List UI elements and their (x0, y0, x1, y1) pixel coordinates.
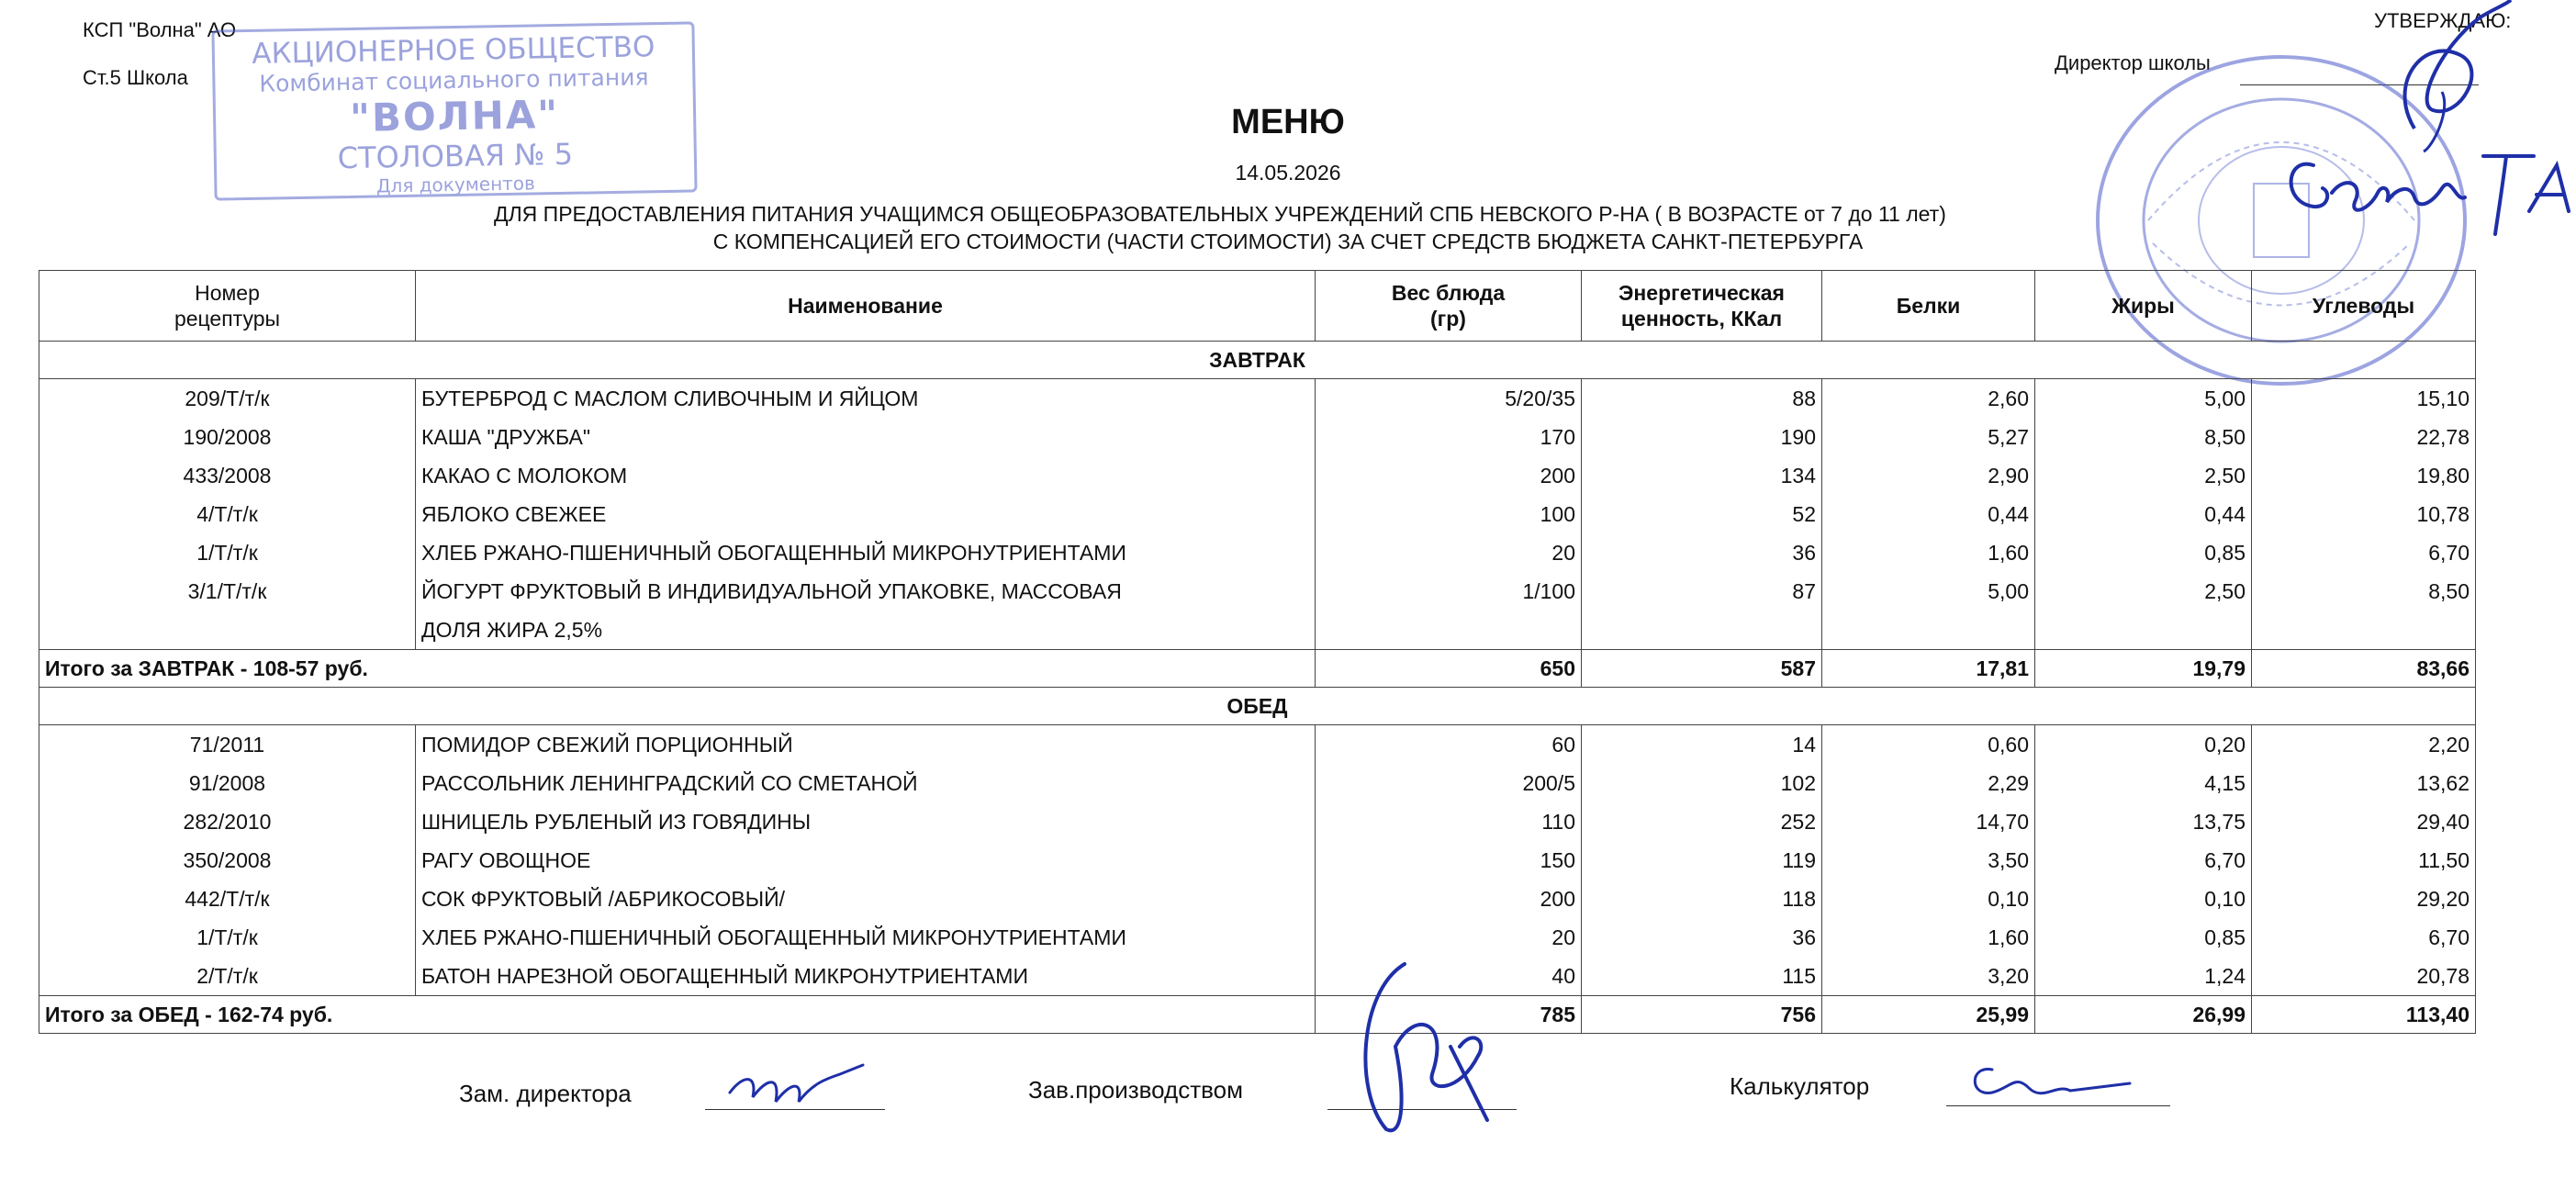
table-row (39, 495, 2476, 533)
table-row (39, 841, 2476, 880)
approve-label: УТВЕРЖДАЮ: (2374, 9, 2512, 32)
recipe-code: 442/Т/т/к (39, 880, 416, 918)
total-protein: 17,81 (1822, 650, 2035, 688)
weight-value: 200 (1316, 456, 1582, 495)
table-row (39, 456, 2476, 495)
dish-name: ШНИЦЕЛЬ РУБЛЕНЫЙ ИЗ ГОВЯДИНЫ (416, 802, 1316, 841)
dish-name: БАТОН НАРЕЗНОЙ ОБОГАЩЕННЫЙ МИКРОНУТРИЕНТАМИ (416, 957, 1316, 996)
protein-value: 0,44 (1822, 495, 2035, 533)
table-row (39, 533, 2476, 572)
recipe-code: 282/2010 (39, 802, 416, 841)
energy-value: 52 (1582, 495, 1822, 533)
fat-value: 0,10 (2035, 880, 2252, 918)
deputy-signature-icon (725, 1056, 872, 1120)
dish-name: ПОМИДОР СВЕЖИЙ ПОРЦИОННЫЙ (416, 725, 1316, 765)
protein-value: 3,50 (1822, 841, 2035, 880)
total-fat: 19,79 (2035, 650, 2252, 688)
recipe-code: 4/Т/т/к (39, 495, 416, 533)
fat-value: 13,75 (2035, 802, 2252, 841)
carbs-value: 6,70 (2252, 533, 2476, 572)
protein-value: 0,10 (1822, 880, 2035, 918)
fat-value: 1,24 (2035, 957, 2252, 996)
recipe-code: 190/2008 (39, 418, 416, 456)
energy-value: 252 (1582, 802, 1822, 841)
energy-value: 14 (1582, 725, 1822, 765)
recipe-code: 2/Т/т/к (39, 957, 416, 996)
protein-value: 5,27 (1822, 418, 2035, 456)
column-header-energy: Энергетическая ценность, ККал (1582, 271, 1822, 342)
dish-name: ХЛЕБ РЖАНО-ПШЕНИЧНЫЙ ОБОГАЩЕННЫЙ МИКРОНУТРИЕНТАМИ (416, 533, 1316, 572)
carbs-value: 29,40 (2252, 802, 2476, 841)
dish-name: РАССОЛЬНИК ЛЕНИНГРАДСКИЙ СО СМЕТАНОЙ (416, 764, 1316, 802)
fat-value: 0,85 (2035, 533, 2252, 572)
fat-value: 5,00 (2035, 379, 2252, 419)
calculator-signature-icon (1965, 1056, 2148, 1111)
fat-value: 0,44 (2035, 495, 2252, 533)
table-row (39, 764, 2476, 802)
column-header-fat: Жиры (2035, 271, 2252, 342)
column-header-recipe: Номер рецептуры (39, 271, 416, 342)
fat-value: 0,20 (2035, 725, 2252, 765)
company-stamp: АКЦИОНЕРНОЕ ОБЩЕСТВО Комбинат социального питания "ВОЛНА" СТОЛОВАЯ № 5 Для документов (211, 21, 697, 200)
fat-value: 8,50 (2035, 418, 2252, 456)
carbs-value: 15,10 (2252, 379, 2476, 419)
weight-value: 110 (1316, 802, 1582, 841)
dish-name: РАГУ ОВОЩНОЕ (416, 841, 1316, 880)
menu-subtitle-1: ДЛЯ ПРЕДОСТАВЛЕНИЯ ПИТАНИЯ УЧАЩИМСЯ ОБЩЕОБРАЗОВАТЕЛЬНЫХ УЧРЕЖДЕНИЙ СПБ НЕВСКОГО Р-НА ( В ВОЗРАСТЕ от 7 до 11 лет) (494, 202, 1946, 226)
protein-value: 2,90 (1822, 456, 2035, 495)
section-title: ОБЕД (39, 688, 2476, 725)
weight-value: 60 (1316, 725, 1582, 765)
weight-value: 150 (1316, 841, 1582, 880)
carbs-value: 20,78 (2252, 957, 2476, 996)
total-energy: 587 (1582, 650, 1822, 688)
energy-value: 119 (1582, 841, 1822, 880)
table-row (39, 880, 2476, 918)
page-title: МЕНЮ (1231, 103, 1345, 141)
total-label: Итого за ОБЕД - 162-74 руб. (39, 996, 1316, 1034)
director-label: Директор школы (2055, 51, 2211, 74)
energy-value: 36 (1582, 918, 1822, 957)
protein-value: 2,60 (1822, 379, 2035, 419)
carbs-value: 2,20 (2252, 725, 2476, 765)
school-name: Ст.5 Школа (83, 66, 188, 89)
column-header-protein: Белки (1822, 271, 2035, 342)
organization-name: КСП "Волна" АО (83, 18, 237, 41)
production-manager-label: Зав.производством (1028, 1076, 1243, 1104)
carbs-value: 11,50 (2252, 841, 2476, 880)
table-row (39, 572, 2476, 650)
energy-value: 36 (1582, 533, 1822, 572)
weight-value: 170 (1316, 418, 1582, 456)
total-weight: 785 (1316, 996, 1582, 1034)
section-title: ЗАВТРАК (39, 342, 2476, 379)
menu-date: 14.05.2026 (1235, 161, 1341, 185)
carbs-value: 22,78 (2252, 418, 2476, 456)
table-row (39, 725, 2476, 765)
total-energy: 756 (1582, 996, 1822, 1034)
table-row (39, 418, 2476, 456)
recipe-code: 433/2008 (39, 456, 416, 495)
energy-value: 190 (1582, 418, 1822, 456)
weight-value: 20 (1316, 533, 1582, 572)
menu-subtitle-2: С КОМПЕНСАЦИЕЙ ЕГО СТОИМОСТИ (ЧАСТИ СТОИМОСТИ) ЗА СЧЕТ СРЕДСТВ БЮДЖЕТА САНКТ-ПЕТЕРБУРГА (712, 230, 1864, 253)
total-row-breakfast (39, 650, 2476, 688)
weight-value: 20 (1316, 918, 1582, 957)
dish-name: БУТЕРБРОД С МАСЛОМ СЛИВОЧНЫМ И ЯЙЦОМ (416, 379, 1316, 419)
table-row (39, 379, 2476, 419)
total-row-lunch (39, 996, 2476, 1034)
carbs-value: 10,78 (2252, 495, 2476, 533)
energy-value: 134 (1582, 456, 1822, 495)
recipe-code: 91/2008 (39, 764, 416, 802)
protein-value: 0,60 (1822, 725, 2035, 765)
fat-value: 2,50 (2035, 456, 2252, 495)
fat-value: 4,15 (2035, 764, 2252, 802)
energy-value: 118 (1582, 880, 1822, 918)
recipe-code: 3/1/Т/т/к (39, 572, 416, 650)
column-header-carbs: Углеводы (2252, 271, 2476, 342)
protein-value: 1,60 (1822, 533, 2035, 572)
recipe-code: 1/Т/т/к (39, 533, 416, 572)
carbs-value: 29,20 (2252, 880, 2476, 918)
calculator-label: Калькулятор (1730, 1072, 1870, 1100)
weight-value: 200/5 (1316, 764, 1582, 802)
carbs-value: 8,50 (2252, 572, 2476, 650)
production-signature-icon (1350, 955, 1533, 1138)
table-row (39, 802, 2476, 841)
energy-value: 88 (1582, 379, 1822, 419)
table-header-row (39, 271, 2476, 342)
dish-name: КАКАО С МОЛОКОМ (416, 456, 1316, 495)
fat-value: 0,85 (2035, 918, 2252, 957)
dish-name: ЙОГУРТ ФРУКТОВЫЙ В ИНДИВИДУАЛЬНОЙ УПАКОВКЕ, МАССОВАЯ ДОЛЯ ЖИРА 2,5% (416, 572, 1316, 650)
recipe-code: 350/2008 (39, 841, 416, 880)
energy-value: 87 (1582, 572, 1822, 650)
protein-value: 14,70 (1822, 802, 2035, 841)
deputy-director-label: Зам. директора (459, 1080, 632, 1107)
dish-name: ХЛЕБ РЖАНО-ПШЕНИЧНЫЙ ОБОГАЩЕННЫЙ МИКРОНУТРИЕНТАМИ (416, 918, 1316, 957)
weight-value: 200 (1316, 880, 1582, 918)
section-row-lunch (39, 688, 2476, 725)
fat-value: 6,70 (2035, 841, 2252, 880)
section-row-breakfast (39, 342, 2476, 379)
total-fat: 26,99 (2035, 996, 2252, 1034)
menu-table (39, 270, 2476, 1034)
total-protein: 25,99 (1822, 996, 2035, 1034)
protein-value: 1,60 (1822, 918, 2035, 957)
recipe-code: 71/2011 (39, 725, 416, 765)
column-header-name: Наименование (416, 271, 1316, 342)
total-label: Итого за ЗАВТРАК - 108-57 руб. (39, 650, 1316, 688)
fat-value: 2,50 (2035, 572, 2252, 650)
dish-name: КАША "ДРУЖБА" (416, 418, 1316, 456)
total-carbs: 113,40 (2252, 996, 2476, 1034)
protein-value: 5,00 (1822, 572, 2035, 650)
column-header-weight: Вес блюда (гр) (1316, 271, 1582, 342)
recipe-code: 1/Т/т/к (39, 918, 416, 957)
weight-value: 5/20/35 (1316, 379, 1582, 419)
carbs-value: 13,62 (2252, 764, 2476, 802)
dish-name: СОК ФРУКТОВЫЙ /АБРИКОСОВЫЙ/ (416, 880, 1316, 918)
carbs-value: 6,70 (2252, 918, 2476, 957)
table-row (39, 918, 2476, 957)
weight-value: 100 (1316, 495, 1582, 533)
total-carbs: 83,66 (2252, 650, 2476, 688)
total-weight: 650 (1316, 650, 1582, 688)
energy-value: 115 (1582, 957, 1822, 996)
recipe-code: 209/Т/т/к (39, 379, 416, 419)
protein-value: 3,20 (1822, 957, 2035, 996)
carbs-value: 19,80 (2252, 456, 2476, 495)
energy-value: 102 (1582, 764, 1822, 802)
weight-value: 40 (1316, 957, 1582, 996)
dish-name: ЯБЛОКО СВЕЖЕЕ (416, 495, 1316, 533)
table-row (39, 957, 2476, 996)
weight-value: 1/100 (1316, 572, 1582, 650)
protein-value: 2,29 (1822, 764, 2035, 802)
